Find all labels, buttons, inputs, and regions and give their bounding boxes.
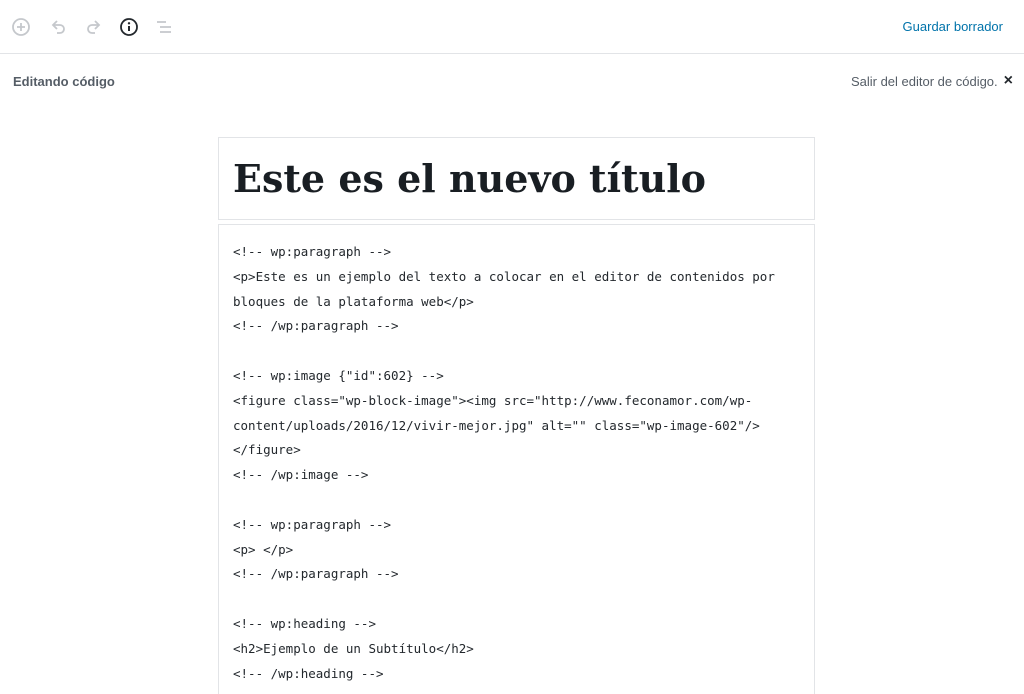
editor-toolbar <box>0 0 1024 54</box>
code-line[interactable]: <p> </p> <box>233 541 294 557</box>
code-line[interactable]: <figure class="wp-block-image"><img src="http://www.feconamor.com/wp- <box>233 392 753 408</box>
code-line[interactable]: <!-- wp:image {"id":602} --> <box>233 367 444 383</box>
exit-code-editor-button[interactable] <box>851 73 1013 89</box>
save-draft-button[interactable]: Guardar borrador <box>902 19 1003 34</box>
code-line[interactable]: <p>Este es un ejemplo del texto a colocar en el editor de contenidos por <box>233 268 775 284</box>
code-line[interactable] <box>233 488 800 513</box>
exit-code-editor-label: Salir del editor de código. <box>850 73 998 89</box>
code-line[interactable]: <!-- wp:paragraph --> <box>233 516 392 532</box>
code-content[interactable] <box>233 240 800 686</box>
code-line[interactable]: content/uploads/2016/12/vivir-mejor.jpg" alt="" class="wp-image-602"/> <box>233 417 760 433</box>
post-title[interactable]: Este es el nuevo título <box>233 156 706 201</box>
post-title-field[interactable] <box>218 137 815 220</box>
outline-icon[interactable] <box>152 15 176 39</box>
code-line[interactable]: <!-- /wp:image --> <box>233 467 369 483</box>
code-line[interactable]: <!-- /wp:paragraph --> <box>233 566 399 582</box>
close-icon[interactable]: × <box>1003 72 1013 89</box>
code-editor-textarea[interactable] <box>218 224 815 694</box>
code-editor-mode-label: Editando código <box>13 74 115 89</box>
code-line[interactable]: bloques de la plataforma web</p> <box>233 293 474 309</box>
redo-icon[interactable] <box>82 15 106 39</box>
code-line[interactable]: <!-- /wp:paragraph --> <box>233 318 399 334</box>
undo-icon[interactable] <box>46 15 70 39</box>
add-block-icon[interactable] <box>9 15 33 39</box>
code-line[interactable] <box>233 339 800 364</box>
code-line[interactable] <box>233 587 800 612</box>
info-icon[interactable] <box>117 15 141 39</box>
code-line[interactable]: <!-- /wp:heading --> <box>233 665 384 681</box>
code-line[interactable]: </figure> <box>233 442 301 458</box>
code-line[interactable]: <!-- wp:heading --> <box>233 615 376 631</box>
code-line[interactable]: <!-- wp:paragraph --> <box>233 244 392 259</box>
code-line[interactable]: <h2>Ejemplo de un Subtítulo</h2> <box>233 640 474 656</box>
